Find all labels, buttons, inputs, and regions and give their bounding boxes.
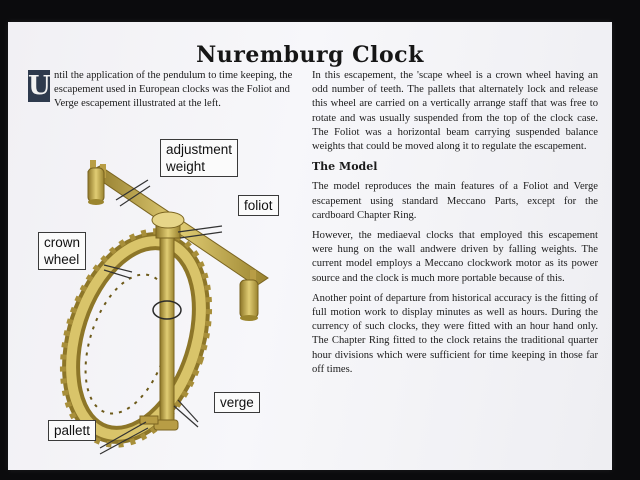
adjustment-weight-right: [240, 280, 258, 321]
foliot-hub: [152, 212, 184, 238]
label-verge: verge: [214, 392, 260, 413]
page-title: Nuremburg Clock: [196, 42, 424, 68]
label-adjustment-weight: [160, 139, 238, 177]
label-crown-line2: wheel: [44, 252, 80, 267]
escapement-drawing: [28, 130, 308, 470]
label-pallett: pallett: [48, 420, 96, 441]
info-card: [8, 22, 612, 470]
dropcap-letter: U: [28, 71, 51, 101]
label-adjustment-line1: adjustment: [166, 142, 233, 157]
label-adjustment-line2: weight: [166, 159, 206, 174]
escapement-illustration: [28, 130, 308, 470]
adjustment-weight-left: [88, 168, 104, 205]
description-column: [312, 69, 598, 383]
intro-paragraph: ntil the application of the pendulum to time keeping, the escapement used in European clocks was the Foliot and Verge escapement illustrated at the left.: [54, 70, 293, 110]
paragraph-model: The model reproduces the main features of a Foliot and Verge escapement using standard Meccano Parts, except for the cardboard Chapter Ring.: [312, 181, 598, 221]
paragraph-accuracy: Another point of departure from historical accuracy is the fitting of full motion work to display minutes as well as hours. During the currency of such clocks, they were fitted with an hour hand only. The Chapter Ring fitted to the clock retains the traditional quarter hour divisions which were sufficient for time keeping in those far off times.: [312, 292, 598, 375]
label-crown-wheel: [38, 232, 86, 270]
label-foliot: foliot: [238, 195, 279, 216]
paragraph-escapement: In this escapement, the 'scape wheel is a crown wheel having an odd number of teeth. The pallets that alternately lock and release this wheel are carried on a vertically arrange staff that was free to rotate and was usually suspended from the top of the clock case. The Foliot was a horizontal beam carrying suspended balance weights that could be moved along it to regulate the escapement.: [312, 70, 598, 153]
paragraph-drive: However, the mediaeval clocks that employed this escapement were hung on the wall andwere driven by falling weights. The current model employs a Meccano clockwork motor as its power source and the clock is much more portable because of this.: [312, 230, 598, 284]
label-crown-line1: crown: [44, 235, 81, 250]
section-heading-model: The Model: [312, 160, 378, 174]
intro-text: [28, 69, 304, 112]
pallet-piece: [140, 416, 158, 424]
